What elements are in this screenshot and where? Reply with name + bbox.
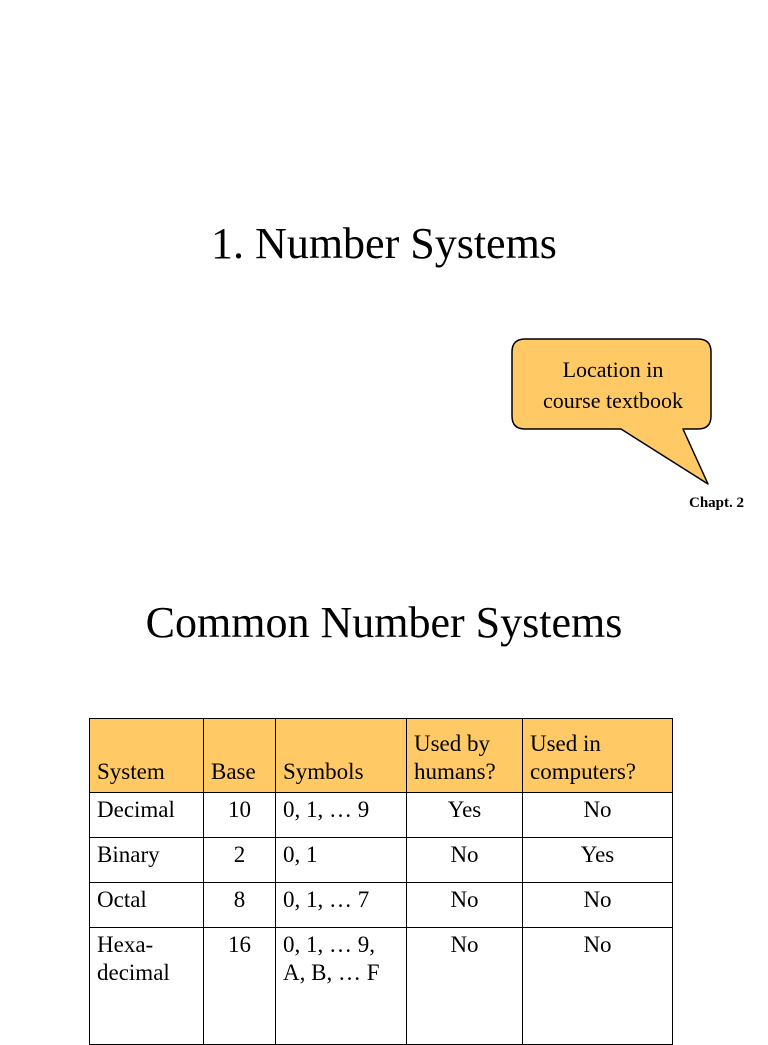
cell-symbols: 0, 1 [276, 838, 407, 883]
slide1-title: 1. Number Systems [211, 219, 557, 268]
cell-base: 16 [204, 928, 276, 1045]
cell-used-by-humans: No [407, 838, 523, 883]
cell-used-in-computers: No [523, 883, 673, 928]
cell-used-by-humans: No [407, 928, 523, 1045]
cell-system: Octal [90, 883, 204, 928]
cell-base: 10 [204, 793, 276, 838]
cell-used-in-computers: No [523, 928, 673, 1045]
cell-system: Binary [90, 838, 204, 883]
cell-system: Hexa- decimal [90, 928, 204, 1045]
cell-symbols: 0, 1, … 9 [276, 793, 407, 838]
cell-symbols: 0, 1, … 9, A, B, … F [276, 928, 407, 1045]
cell-system: Decimal [90, 793, 204, 838]
number-systems-table [89, 718, 673, 1045]
header-symbols: Symbols [276, 719, 407, 793]
header-used-by-humans: Used by humans? [407, 719, 523, 793]
cell-used-in-computers: No [523, 793, 673, 838]
header-used-in-computers: Used in computers? [523, 719, 673, 793]
cell-base: 8 [204, 883, 276, 928]
cell-symbols: 0, 1, … 7 [276, 883, 407, 928]
table-row [90, 793, 673, 838]
chapter-label: Chapt. 2 [689, 495, 745, 511]
header-system: System [90, 719, 204, 793]
callout-text: Location in course textbook [543, 357, 683, 413]
table-row [90, 838, 673, 883]
table-row [90, 883, 673, 928]
cell-used-by-humans: No [407, 883, 523, 928]
textbook-location-callout [505, 334, 720, 494]
slide2-title: Common Number Systems [145, 598, 623, 647]
cell-used-in-computers: Yes [523, 838, 673, 883]
header-base: Base [204, 719, 276, 793]
cell-used-by-humans: Yes [407, 793, 523, 838]
table-row [90, 928, 673, 1045]
table-header-row [90, 719, 673, 793]
cell-base: 2 [204, 838, 276, 883]
